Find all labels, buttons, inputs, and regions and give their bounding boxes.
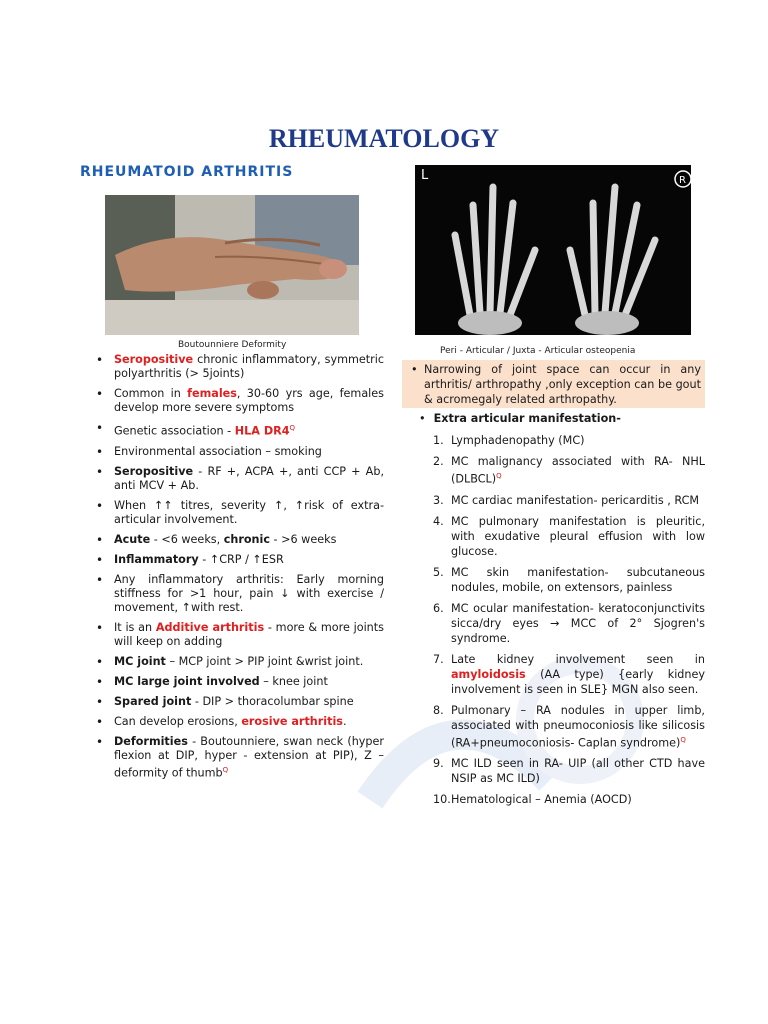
text-fragment: MC ILD seen in RA- UIP (all other CTD have NSIP as MC ILD) [451,757,705,786]
text-fragment: MC skin manifestation- subcutaneous nodules, mobile, on extensors, painless [451,565,705,594]
text-fragment: MC joint [114,654,166,668]
list-number: 10. [433,793,451,807]
text-fragment: Hematological – Anemia (AOCD) [451,793,632,807]
list-number: 7. [433,652,444,666]
list-item [433,601,705,646]
list-item [96,499,384,527]
text-fragment: - ↑CRP / ↑ESR [198,552,284,566]
text-fragment: Deformities [114,734,188,748]
extra-articular-list [433,433,705,813]
text-fragment: Any inflammatory arthritis: Early morning stiffness for >1 hour, pain ↓ with exercise / movement, ↑with rest. [114,572,384,614]
list-item [96,621,384,649]
text-fragment: , 30-60 yrs age, females develop more severe symptoms [114,387,384,414]
list-number: 6. [433,601,444,615]
list-number: 1. [433,434,444,447]
text-fragment: Common in [114,387,188,400]
text-fragment: It is an [114,620,156,634]
text-fragment: When ↑↑ titres, severity ↑, ↑risk of extra-articular involvement. [114,498,384,526]
left-image-caption: Boutounniere Deformity [178,340,287,350]
text-fragment: chronic inflammatory, symmetric polyarthritis (> 5joints) [114,353,384,380]
text-fragment: Additive arthritis [155,620,265,634]
text-fragment: females [187,387,237,400]
text-fragment: MC large joint involved [114,674,260,688]
text-fragment: Environmental association – smoking [114,444,322,458]
text-fragment: Spared joint [114,694,192,708]
list-number: 4. [433,514,444,528]
list-number: 8. [433,703,444,717]
text-fragment: Acute [114,532,151,546]
list-item [96,387,384,415]
list-item [433,756,705,786]
text-fragment: (AA type) {early kidney involvement is seen in SLE} MGN also seen. [451,667,705,696]
xray-marker-right: R [679,175,686,186]
page-title: RHEUMATOLOGY [268,124,500,153]
section-title: RHEUMATOID ARTHRITIS [80,164,294,180]
extra-articular-heading: • Extra articular manifestation- [419,412,621,425]
xray-marker-left: L [421,168,429,183]
list-item [96,353,384,381]
text-fragment: - <6 weeks, [150,532,224,546]
list-item [96,465,384,493]
text-fragment: MC malignancy associated with RA- NHL (DLBCL) [451,455,705,486]
text-fragment: Genetic association - [114,424,235,438]
question-mark-superscript: Q [289,424,296,432]
text-fragment: Seropositive [114,353,194,366]
question-mark-superscript: Q [222,765,229,774]
list-item [433,652,705,697]
text-fragment: MC ocular manifestation- keratoconjunctivits sicca/dry eyes → MCC of 2° Sjogren's syndrome. [451,601,705,645]
list-item [433,454,705,487]
list-item [96,533,384,547]
list-item [96,735,384,781]
list-item [433,703,705,751]
text-fragment: . [342,714,347,728]
text-fragment: - more & more joints will keep on adding [114,620,384,648]
text-fragment: - Boutounniere, swan neck (hyper flexion at DIP, hyper - extension at PIP), Z – deformity of thumb [114,734,384,780]
text-fragment: amyloidosis [451,667,526,681]
text-fragment: Pulmonary – RA nodules in upper limb, associated with pneumoconiosis like silicosis (RA+pneumoconiosis- Caplan syndrome) [451,703,705,750]
list-number: 2. [433,455,444,468]
text-fragment: Lymphadenopathy (MC) [451,434,585,447]
right-image-caption: Peri - Articular / Juxta - Articular osteopenia [440,346,636,356]
text-fragment: chronic [223,532,270,546]
text-fragment: Inflammatory [114,552,199,566]
text-fragment: MC cardiac manifestation- pericarditis , RCM [451,493,700,507]
text-fragment: Late kidney involvement seen in [451,652,705,666]
list-item [96,553,384,567]
text-fragment: Can develop erosions, [114,714,242,728]
list-item [96,445,384,459]
list-item [96,695,384,709]
list-item [433,433,705,448]
hand-photo [105,195,359,335]
list-number: 5. [433,565,444,579]
text-fragment: - RF +, ACPA +, anti CCP + Ab, anti MCV + Ab. [114,464,384,492]
list-item [96,675,384,689]
list-number: 3. [433,493,444,507]
text-fragment: Seropositive [114,464,194,478]
question-mark-superscript: Q [680,735,686,744]
text-fragment: MC pulmonary manifestation is pleuritic, with exudative pleural effusion with low glucose. [451,514,705,558]
list-item [96,715,384,729]
list-item [96,421,384,439]
list-item [433,565,705,595]
list-item [433,792,705,807]
list-item [433,514,705,559]
text-fragment: - DIP > thoracolumbar spine [191,694,354,708]
list-item [96,573,384,615]
list-item [433,493,705,508]
text-fragment: – MCP joint > PIP joint &wrist joint. [165,654,364,668]
joint-space-note: • Narrowing of joint space can occur in any arthritis/ arthropathy ,only exception can be gout & acromegaly related arthropathy. [402,360,705,408]
text-fragment: HLA DR4 [234,424,290,438]
hand-xray [415,165,691,335]
list-item [96,655,384,669]
text-fragment: – knee joint [259,674,328,688]
text-fragment: - >6 weeks [269,532,337,546]
text-fragment: erosive arthritis [241,714,343,728]
list-number: 9. [433,757,444,771]
rheumatoid-arthritis-points [96,353,384,786]
question-mark-superscript: Q [496,472,502,480]
